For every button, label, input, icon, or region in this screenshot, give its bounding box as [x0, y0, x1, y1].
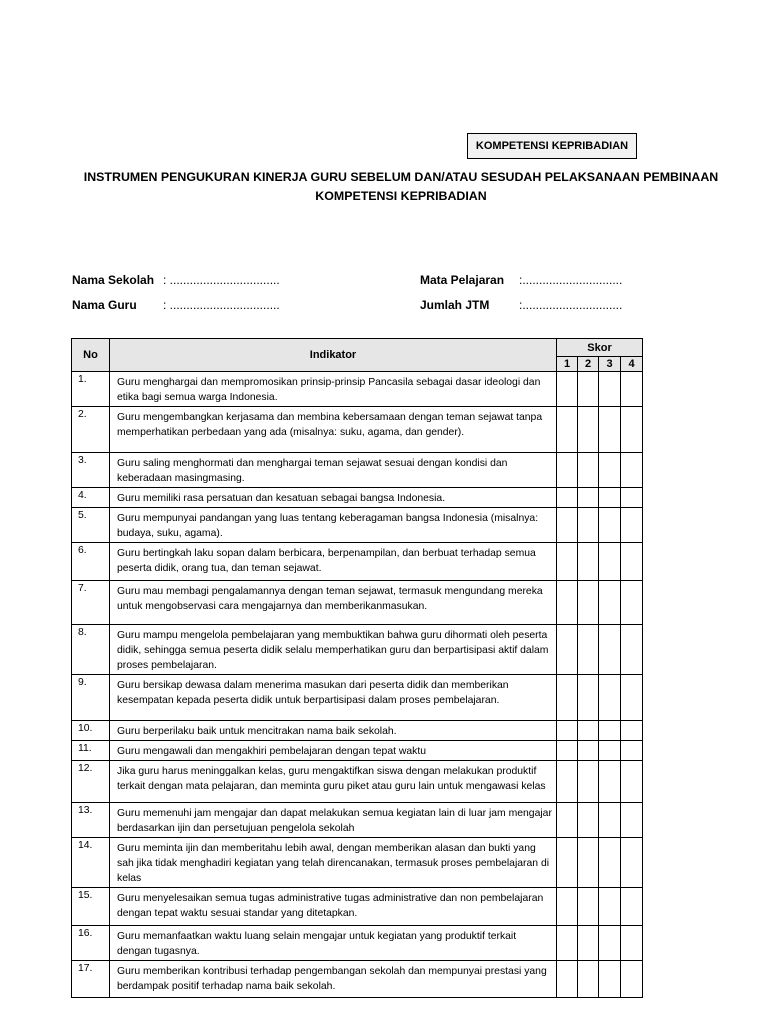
row-number: 10. [72, 721, 110, 741]
score-cell-1[interactable] [557, 625, 578, 675]
title-line-2: KOMPETENSI KEPRIBADIAN [315, 189, 487, 203]
row-number: 1. [72, 372, 110, 407]
score-cell-2[interactable] [578, 803, 599, 838]
row-indicator: Guru bertingkah laku sopan dalam berbicara, berpenampilan, dan berbuat terhadap semua peserta didik, orang tua, dan teman sejawat. [110, 543, 557, 581]
score-cell-1[interactable] [557, 453, 578, 488]
score-cell-1[interactable] [557, 721, 578, 741]
score-cell-2[interactable] [578, 508, 599, 543]
score-cell-2[interactable] [578, 581, 599, 625]
score-cell-3[interactable] [599, 488, 621, 508]
score-cell-1[interactable] [557, 581, 578, 625]
score-cell-4[interactable] [621, 543, 643, 581]
row-indicator: Guru menyelesaikan semua tugas administrative tugas administrative dan non pembelajaran dengan tepat waktu sesuai standar yang ditetapkan. [110, 888, 557, 926]
header-skor: Skor [557, 339, 643, 357]
score-cell-3[interactable] [599, 372, 621, 407]
row-number: 8. [72, 625, 110, 675]
score-cell-4[interactable] [621, 961, 643, 998]
score-cell-3[interactable] [599, 675, 621, 721]
row-number: 4. [72, 488, 110, 508]
nama-sekolah-field[interactable]: : ................................. [163, 273, 280, 287]
score-cell-2[interactable] [578, 838, 599, 888]
score-cell-4[interactable] [621, 741, 643, 761]
row-indicator: Guru memenuhi jam mengajar dan dapat melakukan semua kegiatan lain di luar jam mengajar berdasarkan ijin dan persetujuan pengelola sekolah [110, 803, 557, 838]
score-cell-2[interactable] [578, 721, 599, 741]
row-indicator: Guru memberikan kontribusi terhadap pengembangan sekolah dan mempunyai prestasi yang berdampak positif terhadap nama baik sekolah. [110, 961, 557, 998]
score-cell-1[interactable] [557, 508, 578, 543]
score-cell-3[interactable] [599, 741, 621, 761]
competency-badge: KOMPETENSI KEPRIBADIAN [467, 133, 637, 159]
score-header-4: 4 [621, 357, 643, 372]
table-row [72, 453, 643, 488]
score-cell-4[interactable] [621, 888, 643, 926]
score-cell-3[interactable] [599, 761, 621, 803]
score-cell-4[interactable] [621, 625, 643, 675]
indicator-rows [72, 372, 643, 998]
header-indikator: Indikator [110, 339, 557, 372]
score-cell-3[interactable] [599, 581, 621, 625]
row-number: 7. [72, 581, 110, 625]
table-row [72, 488, 643, 508]
table-row [72, 838, 643, 888]
table-row [72, 961, 643, 998]
score-cell-4[interactable] [621, 488, 643, 508]
score-cell-2[interactable] [578, 488, 599, 508]
table-row [72, 625, 643, 675]
score-cell-2[interactable] [578, 888, 599, 926]
score-header-3: 3 [599, 357, 621, 372]
score-cell-3[interactable] [599, 407, 621, 453]
score-cell-2[interactable] [578, 453, 599, 488]
score-cell-1[interactable] [557, 926, 578, 961]
score-cell-2[interactable] [578, 625, 599, 675]
score-cell-2[interactable] [578, 761, 599, 803]
score-cell-3[interactable] [599, 543, 621, 581]
score-cell-4[interactable] [621, 581, 643, 625]
table-row [72, 803, 643, 838]
table-row [72, 372, 643, 407]
score-cell-2[interactable] [578, 543, 599, 581]
score-cell-1[interactable] [557, 741, 578, 761]
row-number: 12. [72, 761, 110, 803]
score-cell-2[interactable] [578, 407, 599, 453]
score-cell-3[interactable] [599, 961, 621, 998]
row-number: 5. [72, 508, 110, 543]
document-title [40, 168, 762, 206]
table-row [72, 721, 643, 741]
score-cell-1[interactable] [557, 488, 578, 508]
score-cell-3[interactable] [599, 803, 621, 838]
score-cell-2[interactable] [578, 372, 599, 407]
score-cell-3[interactable] [599, 625, 621, 675]
score-cell-1[interactable] [557, 888, 578, 926]
score-header-2: 2 [578, 357, 599, 372]
score-cell-4[interactable] [621, 372, 643, 407]
table-row [72, 888, 643, 926]
score-cell-2[interactable] [578, 741, 599, 761]
title-line-1: INSTRUMEN PENGUKURAN KINERJA GURU SEBELUM DAN/ATAU SESUDAH PELAKSANAAN PEMBINAAN [83, 170, 719, 184]
score-cell-2[interactable] [578, 675, 599, 721]
row-indicator: Guru saling menghormati dan menghargai teman sejawat sesuai dengan kondisi dan keberadaan masingmasing. [110, 453, 557, 488]
row-number: 13. [72, 803, 110, 838]
row-indicator: Guru mengembangkan kerjasama dan membina kebersamaan dengan teman sejawat tanpa memperhatikan perbedaan yang ada (misalnya: suku, agama, dan gender). [110, 407, 557, 453]
row-indicator: Guru meminta ijin dan memberitahu lebih awal, dengan memberikan alasan dan bukti yang sah jika tidak menghadiri kegiatan yang telah direncanakan, termasuk proses pembelajaran di kelas [110, 838, 557, 888]
score-cell-2[interactable] [578, 961, 599, 998]
row-indicator: Guru bersikap dewasa dalam menerima masukan dari peserta didik dan memberikan kesempatan kepada peserta didik untuk berpartisipasi dalam proses pembelajaran. [110, 675, 557, 721]
row-indicator: Jika guru harus meninggalkan kelas, guru mengaktifkan siswa dengan melakukan produktif terkait dengan mata pelajaran, dan meminta guru piket atau guru lain untuk mengawasi kelas [110, 761, 557, 803]
row-indicator: Guru mengawali dan mengakhiri pembelajaran dengan tepat waktu [110, 741, 557, 761]
nama-guru-field[interactable]: : ................................. [163, 298, 280, 312]
row-number: 14. [72, 838, 110, 888]
row-number: 2. [72, 407, 110, 453]
row-indicator: Guru mau membagi pengalamannya dengan teman sejawat, termasuk mengundang mereka untuk mengobservasi cara mengajarnya dan memberikanmasukan. [110, 581, 557, 625]
score-cell-3[interactable] [599, 926, 621, 961]
table-row [72, 675, 643, 721]
row-number: 11. [72, 741, 110, 761]
score-cell-3[interactable] [599, 838, 621, 888]
score-cell-4[interactable] [621, 926, 643, 961]
score-cell-1[interactable] [557, 675, 578, 721]
nama-guru-label: Nama Guru [72, 298, 137, 312]
row-number: 3. [72, 453, 110, 488]
score-cell-4[interactable] [621, 838, 643, 888]
score-cell-4[interactable] [621, 803, 643, 838]
score-cell-4[interactable] [621, 508, 643, 543]
table-row [72, 761, 643, 803]
row-number: 6. [72, 543, 110, 581]
score-cell-1[interactable] [557, 407, 578, 453]
row-number: 16. [72, 926, 110, 961]
table-row [72, 407, 643, 453]
table-row [72, 741, 643, 761]
score-cell-3[interactable] [599, 721, 621, 741]
header-no: No [72, 339, 110, 372]
score-cell-1[interactable] [557, 838, 578, 888]
row-number: 15. [72, 888, 110, 926]
table-row [72, 508, 643, 543]
score-cell-1[interactable] [557, 761, 578, 803]
score-cell-4[interactable] [621, 675, 643, 721]
row-number: 9. [72, 675, 110, 721]
score-header-1: 1 [557, 357, 578, 372]
row-indicator: Guru mampu mengelola pembelajaran yang membuktikan bahwa guru dihormati oleh peserta didik, sehingga semua peserta didik selalu memperhatikan guru dan berpartisipasi aktif dalam proses pembelajaran. [110, 625, 557, 675]
score-cell-4[interactable] [621, 721, 643, 741]
score-cell-4[interactable] [621, 761, 643, 803]
score-cell-4[interactable] [621, 407, 643, 453]
row-indicator: Guru memiliki rasa persatuan dan kesatuan sebagai bangsa Indonesia. [110, 488, 557, 508]
score-cell-1[interactable] [557, 372, 578, 407]
score-cell-3[interactable] [599, 453, 621, 488]
mata-pelajaran-label: Mata Pelajaran [420, 273, 505, 287]
row-indicator: Guru berperilaku baik untuk mencitrakan nama baik sekolah. [110, 721, 557, 741]
nama-sekolah-label: Nama Sekolah [72, 273, 155, 287]
table-row [72, 543, 643, 581]
mata-pelajaran-field[interactable]: :.............................. [519, 273, 623, 287]
table-row [72, 581, 643, 625]
score-cell-2[interactable] [578, 926, 599, 961]
score-cell-4[interactable] [621, 453, 643, 488]
row-indicator: Guru menghargai dan mempromosikan prinsip-prinsip Pancasila sebagai dasar ideologi dan etika bagi semua warga Indonesia. [110, 372, 557, 407]
score-cell-3[interactable] [599, 508, 621, 543]
row-indicator: Guru mempunyai pandangan yang luas tentang keberagaman bangsa Indonesia (misalnya: budaya, suku, agama). [110, 508, 557, 543]
row-indicator: Guru memanfaatkan waktu luang selain mengajar untuk kegiatan yang produktif terkait dengan tugasnya. [110, 926, 557, 961]
score-cell-3[interactable] [599, 888, 621, 926]
jumlah-jtm-label: Jumlah JTM [420, 298, 490, 312]
row-number: 17. [72, 961, 110, 998]
score-cell-1[interactable] [557, 803, 578, 838]
score-cell-1[interactable] [557, 961, 578, 998]
indicator-table [71, 338, 643, 998]
score-cell-1[interactable] [557, 543, 578, 581]
jumlah-jtm-field[interactable]: :.............................. [519, 298, 623, 312]
table-row [72, 926, 643, 961]
